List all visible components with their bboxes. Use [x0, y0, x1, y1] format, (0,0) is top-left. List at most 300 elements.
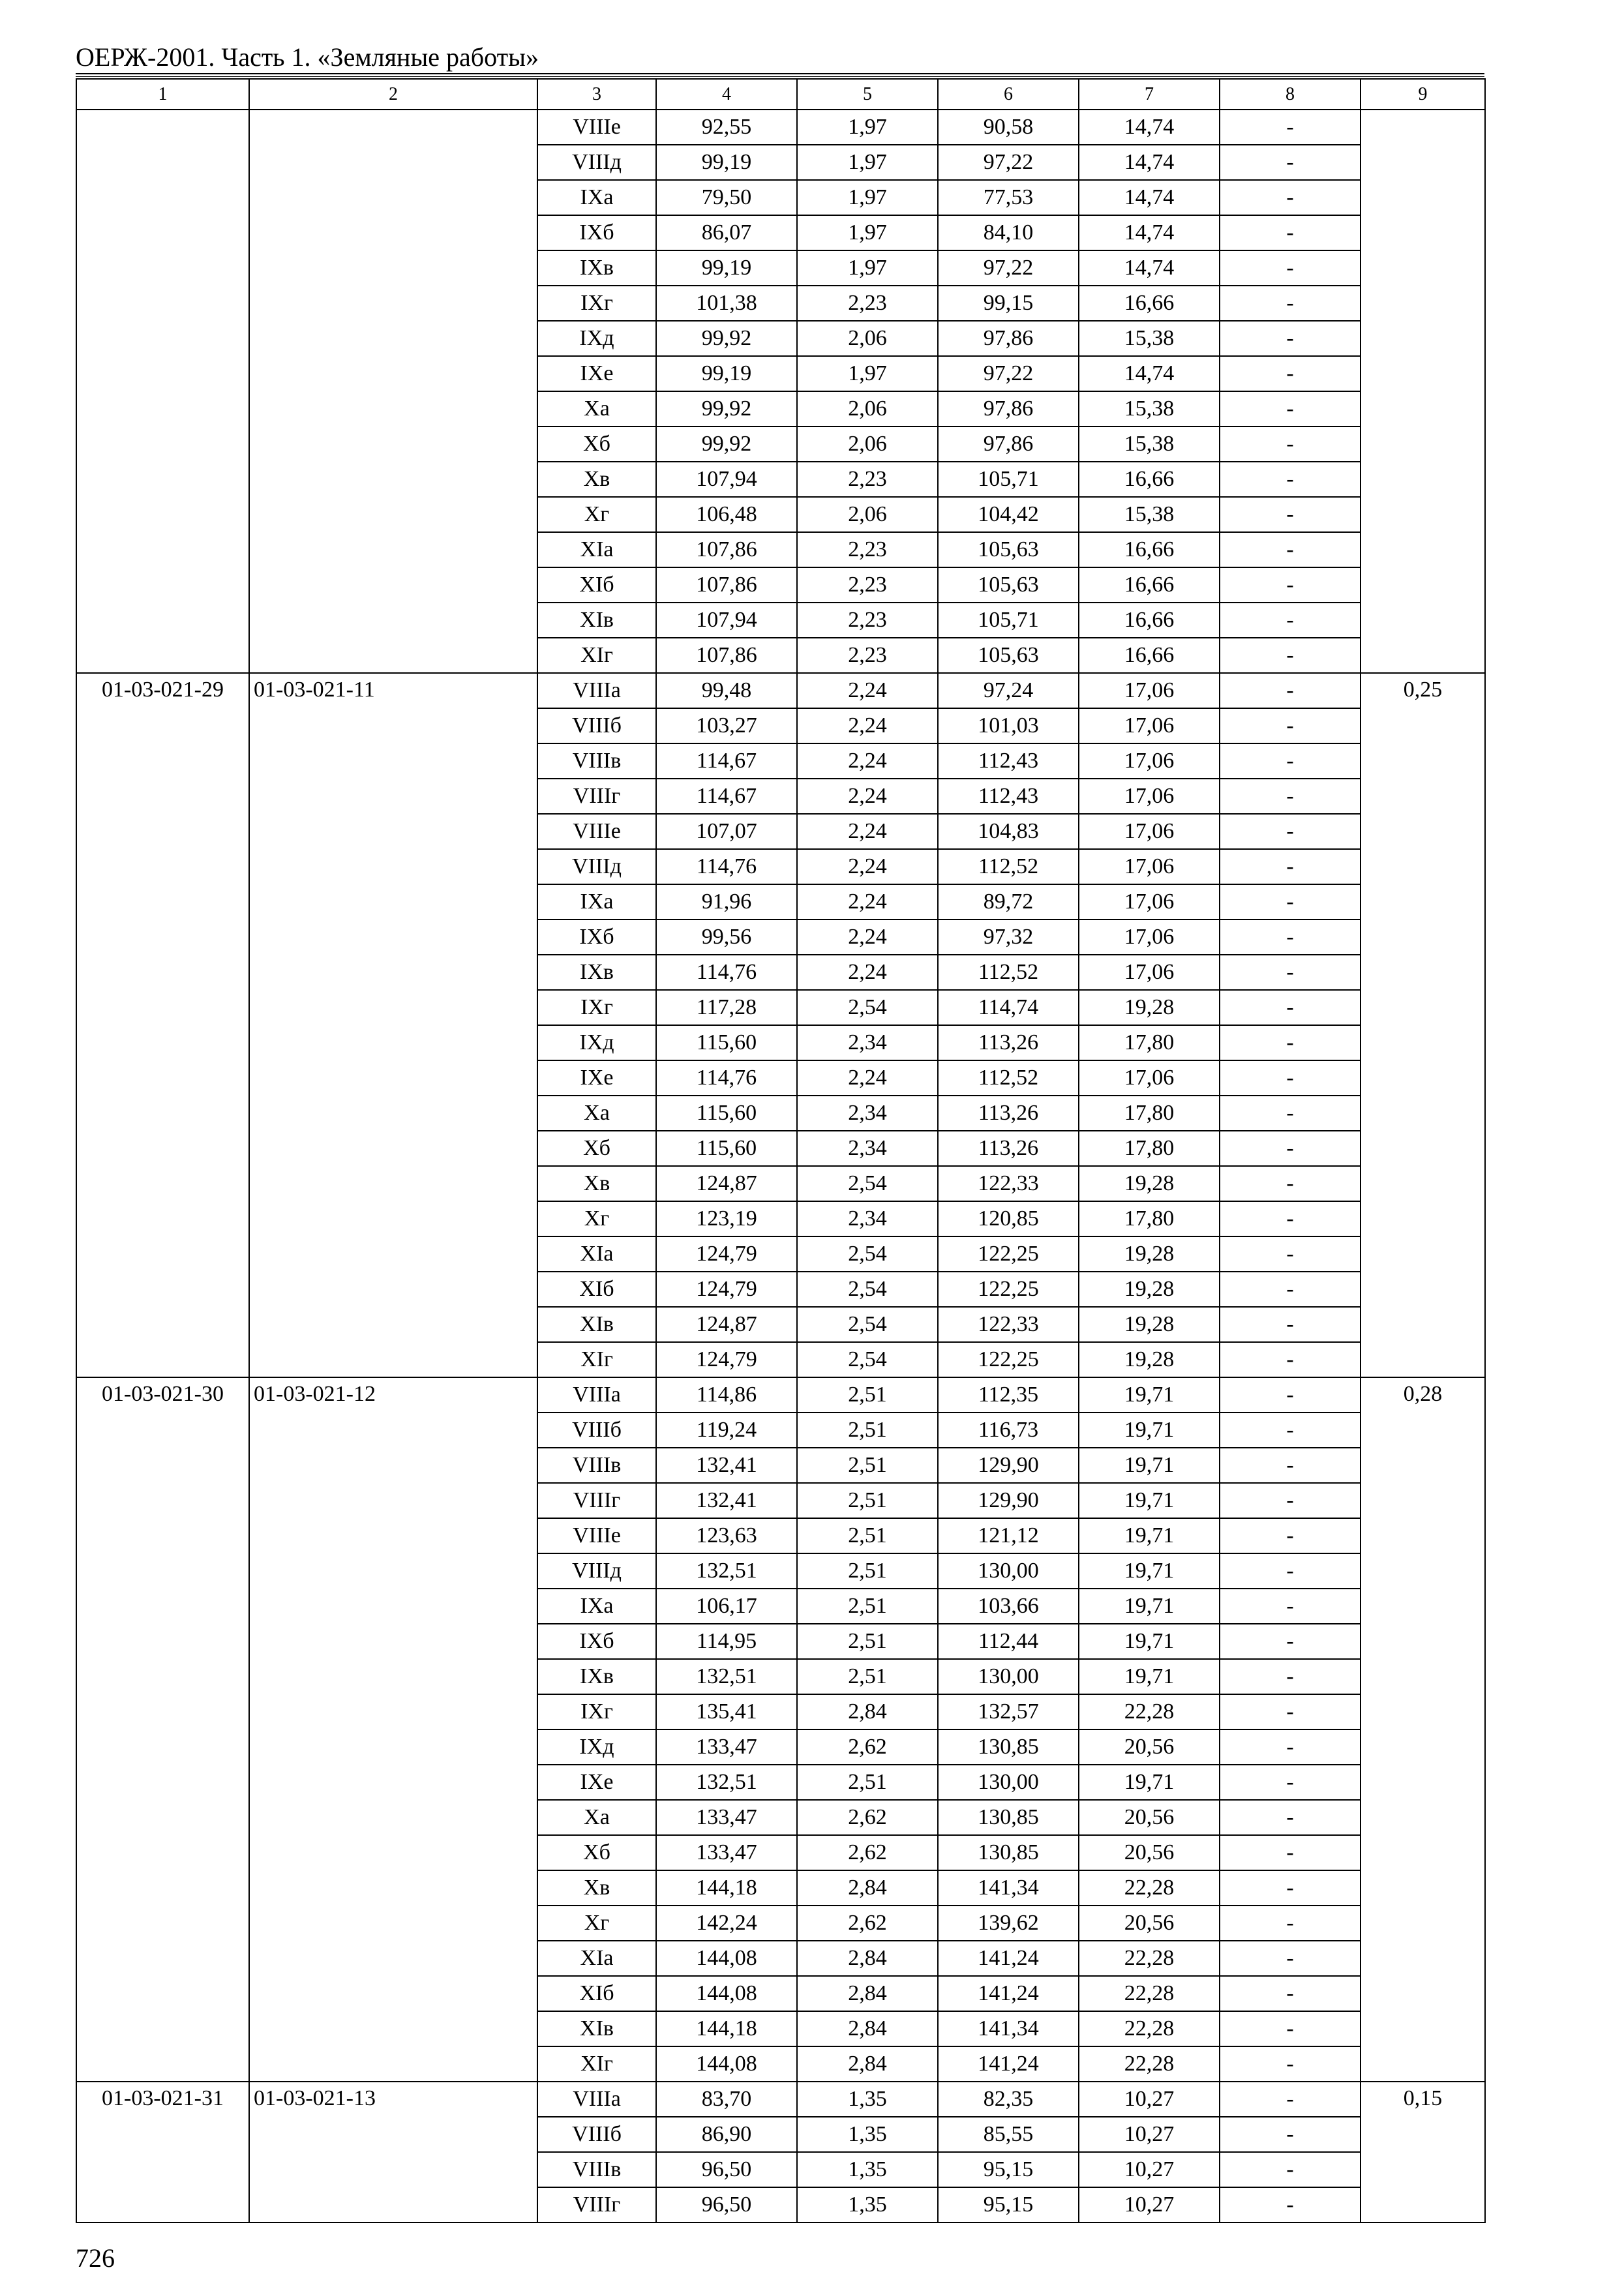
- col4-value-cell: 99,19: [656, 145, 797, 180]
- col8-value-cell: -: [1220, 1166, 1361, 1201]
- col4-value-cell: 96,50: [656, 2152, 797, 2187]
- col6-value-cell: 101,03: [938, 708, 1079, 743]
- col5-value-cell: 2,84: [797, 2011, 938, 2046]
- soil-group-cell: Xв: [537, 462, 656, 497]
- col6-value-cell: 97,22: [938, 356, 1079, 391]
- col8-value-cell: -: [1220, 1659, 1361, 1694]
- col5-value-cell: 2,23: [797, 286, 938, 321]
- col7-value-cell: 22,28: [1079, 2011, 1220, 2046]
- col4-value-cell: 106,17: [656, 1589, 797, 1624]
- col8-value-cell: -: [1220, 1060, 1361, 1096]
- soil-group-cell: XIа: [537, 532, 656, 567]
- col4-value-cell: 107,86: [656, 638, 797, 673]
- soil-group-cell: VIIIв: [537, 743, 656, 779]
- col7-value-cell: 16,66: [1079, 532, 1220, 567]
- col7-value-cell: 19,28: [1079, 1272, 1220, 1307]
- soil-group-cell: IXе: [537, 1765, 656, 1800]
- column-header: 2: [249, 79, 537, 110]
- header-rule-thick: [76, 73, 1484, 74]
- col4-value-cell: 99,56: [656, 920, 797, 955]
- col6-value-cell: 105,63: [938, 532, 1079, 567]
- col8-value-cell: -: [1220, 1377, 1361, 1413]
- col6-value-cell: 130,85: [938, 1729, 1079, 1765]
- col8-value-cell: -: [1220, 990, 1361, 1025]
- col8-value-cell: -: [1220, 1835, 1361, 1870]
- col4-value-cell: 142,24: [656, 1906, 797, 1941]
- col7-value-cell: 20,56: [1079, 1729, 1220, 1765]
- soil-group-cell: Xв: [537, 1870, 656, 1906]
- soil-group-cell: IXб: [537, 215, 656, 250]
- col8-value-cell: -: [1220, 180, 1361, 215]
- col6-value-cell: 129,90: [938, 1483, 1079, 1518]
- soil-group-cell: XIв: [537, 2011, 656, 2046]
- col5-value-cell: 2,51: [797, 1624, 938, 1659]
- col6-value-cell: 113,26: [938, 1025, 1079, 1060]
- soil-group-cell: VIIIа: [537, 2082, 656, 2117]
- col8-value-cell: -: [1220, 391, 1361, 426]
- col5-value-cell: 2,34: [797, 1131, 938, 1166]
- soil-group-cell: XIг: [537, 2046, 656, 2082]
- col6-value-cell: 112,52: [938, 849, 1079, 884]
- col6-value-cell: 84,10: [938, 215, 1079, 250]
- col8-value-cell: -: [1220, 1976, 1361, 2011]
- col4-value-cell: 99,19: [656, 356, 797, 391]
- col7-value-cell: 17,06: [1079, 955, 1220, 990]
- col8-value-cell: -: [1220, 1765, 1361, 1800]
- col7-value-cell: 16,66: [1079, 638, 1220, 673]
- col8-value-cell: -: [1220, 145, 1361, 180]
- col6-value-cell: 105,71: [938, 462, 1079, 497]
- col5-value-cell: 2,23: [797, 638, 938, 673]
- col6-value-cell: 122,25: [938, 1272, 1079, 1307]
- soil-group-cell: VIIIв: [537, 1448, 656, 1483]
- soil-group-cell: XIб: [537, 1272, 656, 1307]
- col7-value-cell: 17,80: [1079, 1201, 1220, 1236]
- col6-value-cell: 141,24: [938, 2046, 1079, 2082]
- col6-value-cell: 97,86: [938, 426, 1079, 462]
- col6-value-cell: 95,15: [938, 2187, 1079, 2222]
- table-row: [76, 1377, 1485, 1413]
- col4-value-cell: 79,50: [656, 180, 797, 215]
- soil-group-cell: Xв: [537, 1166, 656, 1201]
- col5-value-cell: 1,97: [797, 145, 938, 180]
- soil-group-cell: Xб: [537, 426, 656, 462]
- col8-value-cell: -: [1220, 356, 1361, 391]
- soil-group-cell: IXа: [537, 884, 656, 920]
- col7-value-cell: 19,28: [1079, 1342, 1220, 1377]
- soil-group-cell: VIIIг: [537, 1483, 656, 1518]
- col5-value-cell: 2,06: [797, 497, 938, 532]
- col5-value-cell: 1,97: [797, 110, 938, 145]
- col8-value-cell: -: [1220, 708, 1361, 743]
- col4-value-cell: 117,28: [656, 990, 797, 1025]
- col5-value-cell: 2,54: [797, 990, 938, 1025]
- col8-value-cell: -: [1220, 110, 1361, 145]
- soil-group-cell: VIIIг: [537, 779, 656, 814]
- col5-value-cell: 2,84: [797, 2046, 938, 2082]
- col4-value-cell: 114,76: [656, 849, 797, 884]
- col4-value-cell: 107,07: [656, 814, 797, 849]
- col8-value-cell: -: [1220, 1096, 1361, 1131]
- col4-value-cell: 99,92: [656, 391, 797, 426]
- col4-value-cell: 115,60: [656, 1096, 797, 1131]
- col6-value-cell: 105,63: [938, 567, 1079, 603]
- soil-group-cell: XIв: [537, 1307, 656, 1342]
- col7-value-cell: 20,56: [1079, 1800, 1220, 1835]
- soil-group-cell: VIIIб: [537, 1413, 656, 1448]
- col5-value-cell: 2,34: [797, 1201, 938, 1236]
- col8-value-cell: -: [1220, 814, 1361, 849]
- col5-value-cell: 2,24: [797, 673, 938, 708]
- col7-value-cell: 20,56: [1079, 1906, 1220, 1941]
- col7-value-cell: 14,74: [1079, 180, 1220, 215]
- col4-value-cell: 144,18: [656, 1870, 797, 1906]
- col6-value-cell: 121,12: [938, 1518, 1079, 1553]
- col4-value-cell: 124,79: [656, 1236, 797, 1272]
- col7-value-cell: 17,06: [1079, 673, 1220, 708]
- col6-value-cell: 99,15: [938, 286, 1079, 321]
- col8-value-cell: -: [1220, 286, 1361, 321]
- col5-value-cell: 2,34: [797, 1025, 938, 1060]
- col8-value-cell: -: [1220, 1307, 1361, 1342]
- column-header: 8: [1220, 79, 1361, 110]
- col4-value-cell: 133,47: [656, 1729, 797, 1765]
- soil-group-cell: Xг: [537, 497, 656, 532]
- col6-value-cell: 112,35: [938, 1377, 1079, 1413]
- column-header: 3: [537, 79, 656, 110]
- col6-value-cell: 105,63: [938, 638, 1079, 673]
- col4-value-cell: 101,38: [656, 286, 797, 321]
- col4-value-cell: 107,94: [656, 603, 797, 638]
- soil-group-cell: IXв: [537, 955, 656, 990]
- col6-value-cell: 141,34: [938, 1870, 1079, 1906]
- col5-value-cell: 2,62: [797, 1800, 938, 1835]
- col7-value-cell: 10,27: [1079, 2187, 1220, 2222]
- col6-value-cell: 104,83: [938, 814, 1079, 849]
- col4-value-cell: 124,87: [656, 1166, 797, 1201]
- col8-value-cell: -: [1220, 215, 1361, 250]
- col8-value-cell: -: [1220, 567, 1361, 603]
- soil-group-cell: VIIIд: [537, 1553, 656, 1589]
- col5-value-cell: 2,23: [797, 532, 938, 567]
- col4-value-cell: 99,48: [656, 673, 797, 708]
- col6-value-cell: 129,90: [938, 1448, 1079, 1483]
- col5-value-cell: 2,51: [797, 1659, 938, 1694]
- col6-value-cell: 97,32: [938, 920, 1079, 955]
- page-header-title: ОЕРЖ-2001. Часть 1. «Земляные работы»: [76, 42, 539, 72]
- col5-value-cell: 2,24: [797, 884, 938, 920]
- col5-value-cell: 1,35: [797, 2117, 938, 2152]
- col6-value-cell: 97,22: [938, 145, 1079, 180]
- col7-value-cell: 10,27: [1079, 2152, 1220, 2187]
- col9-cell-continued: [1361, 110, 1485, 673]
- col5-value-cell: 2,23: [797, 462, 938, 497]
- col5-value-cell: 2,24: [797, 849, 938, 884]
- soil-group-cell: VIIIг: [537, 2187, 656, 2222]
- col7-value-cell: 19,71: [1079, 1659, 1220, 1694]
- col7-value-cell: 22,28: [1079, 1694, 1220, 1729]
- soil-group-cell: VIIIв: [537, 2152, 656, 2187]
- col5-value-cell: 2,62: [797, 1835, 938, 1870]
- col7-value-cell: 20,56: [1079, 1835, 1220, 1870]
- col4-value-cell: 132,51: [656, 1553, 797, 1589]
- column-number-row: [76, 79, 1485, 110]
- col7-value-cell: 14,74: [1079, 110, 1220, 145]
- table-row: [76, 110, 1485, 145]
- col5-value-cell: 2,62: [797, 1906, 938, 1941]
- soil-group-cell: IXе: [537, 1060, 656, 1096]
- col7-value-cell: 15,38: [1079, 426, 1220, 462]
- col5-value-cell: 2,24: [797, 955, 938, 990]
- soil-group-cell: IXд: [537, 1729, 656, 1765]
- column-header: 1: [76, 79, 249, 110]
- col6-value-cell: 82,35: [938, 2082, 1079, 2117]
- col7-value-cell: 16,66: [1079, 286, 1220, 321]
- col6-value-cell: 122,25: [938, 1236, 1079, 1272]
- column-header: 7: [1079, 79, 1220, 110]
- col8-value-cell: -: [1220, 1483, 1361, 1518]
- table-row: [76, 673, 1485, 708]
- col4-value-cell: 124,79: [656, 1272, 797, 1307]
- col8-value-cell: -: [1220, 1272, 1361, 1307]
- col7-value-cell: 14,74: [1079, 215, 1220, 250]
- soil-group-cell: Xб: [537, 1835, 656, 1870]
- reference-code-cell: 01-03-021-11: [249, 673, 537, 1377]
- col7-value-cell: 15,38: [1079, 497, 1220, 532]
- col4-value-cell: 107,86: [656, 532, 797, 567]
- soil-group-cell: VIIIд: [537, 849, 656, 884]
- col8-value-cell: -: [1220, 250, 1361, 286]
- col6-value-cell: 104,42: [938, 497, 1079, 532]
- column-header: 4: [656, 79, 797, 110]
- col5-value-cell: 2,51: [797, 1765, 938, 1800]
- table-row: [76, 2082, 1485, 2117]
- col7-value-cell: 17,06: [1079, 849, 1220, 884]
- rate-code-cell: 01-03-021-29: [76, 673, 249, 1377]
- soil-group-cell: IXб: [537, 1624, 656, 1659]
- soil-group-cell: VIIIа: [537, 673, 656, 708]
- col5-value-cell: 2,84: [797, 1870, 938, 1906]
- col7-value-cell: 17,06: [1079, 708, 1220, 743]
- col6-value-cell: 130,00: [938, 1765, 1079, 1800]
- soil-group-cell: IXг: [537, 990, 656, 1025]
- col9-value-cell: 0,28: [1361, 1377, 1485, 2082]
- col7-value-cell: 19,71: [1079, 1377, 1220, 1413]
- rate-code-cell: 01-03-021-30: [76, 1377, 249, 2082]
- col7-value-cell: 17,06: [1079, 1060, 1220, 1096]
- col5-value-cell: 2,84: [797, 1976, 938, 2011]
- soil-group-cell: XIб: [537, 567, 656, 603]
- col6-value-cell: 90,58: [938, 110, 1079, 145]
- col4-value-cell: 119,24: [656, 1413, 797, 1448]
- col7-value-cell: 17,06: [1079, 814, 1220, 849]
- col5-value-cell: 2,54: [797, 1342, 938, 1377]
- header-rule-thin: [76, 76, 1484, 77]
- col4-value-cell: 107,86: [656, 567, 797, 603]
- col8-value-cell: -: [1220, 1729, 1361, 1765]
- col8-value-cell: -: [1220, 1131, 1361, 1166]
- col8-value-cell: -: [1220, 1553, 1361, 1589]
- col7-value-cell: 22,28: [1079, 1976, 1220, 2011]
- soil-group-cell: IXг: [537, 286, 656, 321]
- col8-value-cell: -: [1220, 1448, 1361, 1483]
- col6-value-cell: 141,34: [938, 2011, 1079, 2046]
- col8-value-cell: -: [1220, 1025, 1361, 1060]
- col8-value-cell: -: [1220, 673, 1361, 708]
- col4-value-cell: 123,19: [656, 1201, 797, 1236]
- col5-value-cell: 1,35: [797, 2082, 938, 2117]
- col5-value-cell: 2,06: [797, 426, 938, 462]
- col6-value-cell: 112,44: [938, 1624, 1079, 1659]
- soil-group-cell: VIIIб: [537, 2117, 656, 2152]
- col6-value-cell: 122,25: [938, 1342, 1079, 1377]
- col8-value-cell: -: [1220, 1624, 1361, 1659]
- col8-value-cell: -: [1220, 2117, 1361, 2152]
- col8-value-cell: -: [1220, 2082, 1361, 2117]
- col4-value-cell: 114,67: [656, 743, 797, 779]
- col6-value-cell: 120,85: [938, 1201, 1079, 1236]
- col4-value-cell: 115,60: [656, 1025, 797, 1060]
- col7-value-cell: 17,06: [1079, 884, 1220, 920]
- soil-group-cell: XIв: [537, 603, 656, 638]
- col5-value-cell: 2,51: [797, 1483, 938, 1518]
- soil-group-cell: VIIIд: [537, 145, 656, 180]
- col8-value-cell: -: [1220, 849, 1361, 884]
- col8-value-cell: -: [1220, 2187, 1361, 2222]
- soil-group-cell: IXг: [537, 1694, 656, 1729]
- soil-group-cell: IXд: [537, 1025, 656, 1060]
- col7-value-cell: 17,80: [1079, 1096, 1220, 1131]
- col8-value-cell: -: [1220, 426, 1361, 462]
- col5-value-cell: 2,62: [797, 1729, 938, 1765]
- col5-value-cell: 2,24: [797, 920, 938, 955]
- col6-value-cell: 97,86: [938, 391, 1079, 426]
- col6-value-cell: 105,71: [938, 603, 1079, 638]
- col4-value-cell: 133,47: [656, 1835, 797, 1870]
- soil-group-cell: IXе: [537, 356, 656, 391]
- col7-value-cell: 19,28: [1079, 1236, 1220, 1272]
- col8-value-cell: -: [1220, 920, 1361, 955]
- col7-value-cell: 19,28: [1079, 990, 1220, 1025]
- col4-value-cell: 83,70: [656, 2082, 797, 2117]
- col8-value-cell: -: [1220, 743, 1361, 779]
- soil-group-cell: IXа: [537, 180, 656, 215]
- col6-value-cell: 141,24: [938, 1976, 1079, 2011]
- col4-value-cell: 114,76: [656, 955, 797, 990]
- col5-value-cell: 2,54: [797, 1166, 938, 1201]
- col5-value-cell: 1,97: [797, 180, 938, 215]
- col7-value-cell: 22,28: [1079, 2046, 1220, 2082]
- col4-value-cell: 124,87: [656, 1307, 797, 1342]
- col5-value-cell: 2,24: [797, 1060, 938, 1096]
- col6-value-cell: 132,57: [938, 1694, 1079, 1729]
- col5-value-cell: 2,24: [797, 779, 938, 814]
- col5-value-cell: 1,35: [797, 2152, 938, 2187]
- col8-value-cell: -: [1220, 1518, 1361, 1553]
- col6-value-cell: 77,53: [938, 180, 1079, 215]
- soil-group-cell: IXв: [537, 1659, 656, 1694]
- col4-value-cell: 107,94: [656, 462, 797, 497]
- col5-value-cell: 2,51: [797, 1589, 938, 1624]
- col7-value-cell: 22,28: [1079, 1941, 1220, 1976]
- table-body: [76, 110, 1485, 2222]
- col4-value-cell: 86,90: [656, 2117, 797, 2152]
- col4-value-cell: 132,51: [656, 1659, 797, 1694]
- col8-value-cell: -: [1220, 1342, 1361, 1377]
- col8-value-cell: -: [1220, 2046, 1361, 2082]
- soil-group-cell: XIг: [537, 1342, 656, 1377]
- soil-group-cell: VIIIе: [537, 1518, 656, 1553]
- rate-code-cell: 01-03-021-31: [76, 2082, 249, 2222]
- col6-value-cell: 141,24: [938, 1941, 1079, 1976]
- col6-value-cell: 139,62: [938, 1906, 1079, 1941]
- col6-value-cell: 89,72: [938, 884, 1079, 920]
- col4-value-cell: 132,51: [656, 1765, 797, 1800]
- col5-value-cell: 2,23: [797, 567, 938, 603]
- col5-value-cell: 2,24: [797, 743, 938, 779]
- col7-value-cell: 22,28: [1079, 1870, 1220, 1906]
- col7-value-cell: 16,66: [1079, 462, 1220, 497]
- col4-value-cell: 99,92: [656, 426, 797, 462]
- col4-value-cell: 96,50: [656, 2187, 797, 2222]
- col6-value-cell: 103,66: [938, 1589, 1079, 1624]
- reference-cell-continued: [249, 110, 537, 673]
- col4-value-cell: 91,96: [656, 884, 797, 920]
- col4-value-cell: 114,76: [656, 1060, 797, 1096]
- soil-group-cell: IXб: [537, 920, 656, 955]
- col9-value-cell: 0,15: [1361, 2082, 1485, 2222]
- soil-group-cell: VIIIе: [537, 814, 656, 849]
- soil-group-cell: VIIIа: [537, 1377, 656, 1413]
- col7-value-cell: 15,38: [1079, 391, 1220, 426]
- col7-value-cell: 19,28: [1079, 1307, 1220, 1342]
- col4-value-cell: 144,08: [656, 2046, 797, 2082]
- col8-value-cell: -: [1220, 955, 1361, 990]
- col4-value-cell: 99,19: [656, 250, 797, 286]
- col6-value-cell: 112,52: [938, 1060, 1079, 1096]
- col8-value-cell: -: [1220, 2011, 1361, 2046]
- col5-value-cell: 2,51: [797, 1413, 938, 1448]
- col7-value-cell: 14,74: [1079, 356, 1220, 391]
- col6-value-cell: 122,33: [938, 1307, 1079, 1342]
- col8-value-cell: -: [1220, 603, 1361, 638]
- code-cell-continued: [76, 110, 249, 673]
- reference-code-cell: 01-03-021-12: [249, 1377, 537, 2082]
- soil-group-cell: IXд: [537, 321, 656, 356]
- col5-value-cell: 2,84: [797, 1941, 938, 1976]
- col7-value-cell: 19,71: [1079, 1413, 1220, 1448]
- col4-value-cell: 115,60: [656, 1131, 797, 1166]
- col8-value-cell: -: [1220, 1201, 1361, 1236]
- col7-value-cell: 19,71: [1079, 1483, 1220, 1518]
- col6-value-cell: 112,43: [938, 779, 1079, 814]
- col7-value-cell: 17,06: [1079, 779, 1220, 814]
- col7-value-cell: 14,74: [1079, 145, 1220, 180]
- col8-value-cell: -: [1220, 497, 1361, 532]
- col4-value-cell: 144,18: [656, 2011, 797, 2046]
- soil-group-cell: Xг: [537, 1906, 656, 1941]
- soil-group-cell: IXв: [537, 250, 656, 286]
- soil-group-cell: VIIIе: [537, 110, 656, 145]
- soil-group-cell: XIб: [537, 1976, 656, 2011]
- col5-value-cell: 2,54: [797, 1272, 938, 1307]
- col6-value-cell: 97,24: [938, 673, 1079, 708]
- col8-value-cell: -: [1220, 462, 1361, 497]
- col7-value-cell: 19,28: [1079, 1166, 1220, 1201]
- col8-value-cell: -: [1220, 1589, 1361, 1624]
- col6-value-cell: 130,00: [938, 1659, 1079, 1694]
- rates-table: [76, 78, 1486, 2223]
